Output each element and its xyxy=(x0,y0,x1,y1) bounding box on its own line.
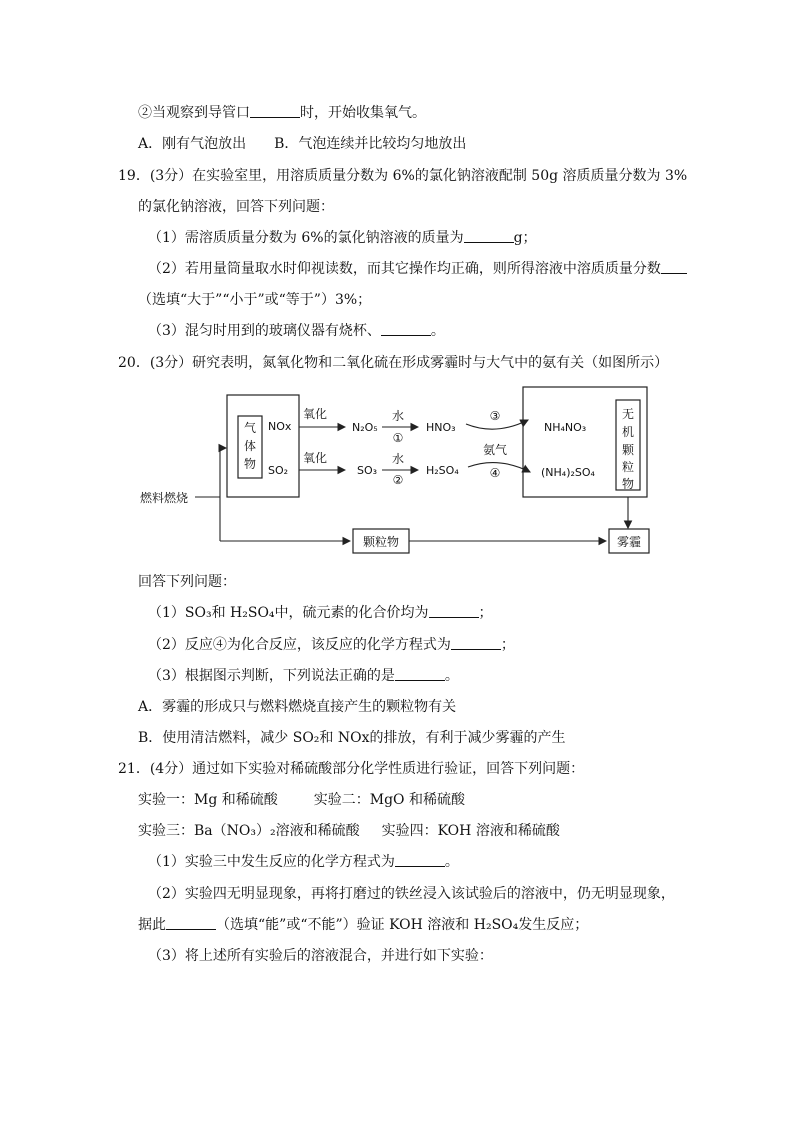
q19-stem-cont: 的氯化钠溶液，回答下列问题： xyxy=(138,199,334,215)
q20-part2: （2）反应④为化合反应，该反应的化学方程式为 ； xyxy=(148,637,515,653)
q20-stem: 20．(3分）研究表明，氮氧化物和二氧化硫在形成雾霾时与大气中的氨有关（如图所示） xyxy=(118,355,669,371)
answer-blank[interactable] xyxy=(451,636,501,650)
answer-blank[interactable] xyxy=(429,604,479,618)
q21-exp3: 实验三：Ba（NO₃）₂溶液和稀硫酸 xyxy=(138,823,360,839)
oxidize-2: 氧化 xyxy=(303,451,328,465)
q19-part1: （1）需溶质质量分数为 6%的氯化钠溶液的质量为 g； xyxy=(148,230,537,246)
ammonia-label: 氨气 xyxy=(482,443,508,457)
q19-part2-cont: （选填“大于”“小于”或“等于”）3%； xyxy=(138,292,372,308)
gas-label-box xyxy=(238,416,262,478)
step-2: ② xyxy=(392,473,404,487)
answer-blank[interactable] xyxy=(381,322,431,336)
so2-label: SO₂ xyxy=(268,464,289,477)
so3-label: SO₃ xyxy=(357,464,378,477)
product-box xyxy=(523,387,647,497)
haze-label: 雾霾 xyxy=(616,535,642,549)
q21-part1: （1）实验三中发生反应的化学方程式为 。 xyxy=(148,854,459,870)
q18-options xyxy=(138,135,466,153)
q20-option-b: B．使用清洁燃料，减少 SO₂和 NOx的排放，有利于减少雾霾的产生 xyxy=(138,730,566,746)
svg-text:无: 无 xyxy=(621,407,635,421)
step-1: ① xyxy=(392,431,404,445)
answer-blank[interactable] xyxy=(464,229,514,243)
nox-label: NOx xyxy=(268,420,292,433)
answer-blank[interactable] xyxy=(250,104,300,118)
q20-part3: （3）根据图示判断，下列说法正确的是 。 xyxy=(148,668,459,684)
step-3: ③ xyxy=(489,409,501,423)
q18-item2: ②当观察到导管口 时，开始收集氧气。 xyxy=(138,105,426,121)
nh4so4-label: (NH₄)₂SO₄ xyxy=(541,466,595,479)
answer-blank[interactable] xyxy=(395,667,445,681)
q18-option-a: A．刚有气泡放出 xyxy=(138,136,247,152)
q20-option-a: A．雾霾的形成只与燃料燃烧直接产生的颗粒物有关 xyxy=(138,699,457,715)
q21-exp-row2 xyxy=(138,822,560,840)
q21-part2-cont: 据此 （选填“能”或“不能”）验证 KOH 溶液和 H₂SO₄发生反应； xyxy=(138,917,589,933)
q21-part3: （3）将上述所有实验后的溶液混合，并进行如下实验： xyxy=(148,948,493,964)
gas-label-1: 气 xyxy=(243,421,257,435)
inorganic-box xyxy=(616,400,640,490)
gas-box xyxy=(227,395,299,497)
answer-blank[interactable] xyxy=(661,260,687,274)
q19-stem: 19．(3分）在实验室里，用溶质质量分数为 6%的氯化钠溶液配制 50g 溶质质量分数为 3% xyxy=(118,168,688,184)
particles-box xyxy=(353,529,409,553)
oxidize-1: 氧化 xyxy=(303,407,328,421)
water-1: 水 xyxy=(391,409,405,423)
q19-part2: （2）若用量筒量取水时仰视读数，而其它操作均正确，则所得溶液中溶质质量分数 xyxy=(148,260,687,278)
n2o5-label: N₂O₅ xyxy=(352,421,378,434)
hno3-label: HNO₃ xyxy=(426,421,456,434)
haze-box xyxy=(609,529,649,553)
gas-label-2: 体 xyxy=(243,439,257,453)
gas-label-3: 物 xyxy=(243,457,257,471)
fuel-label: 燃料燃烧 xyxy=(140,491,189,505)
svg-text:物: 物 xyxy=(621,477,635,491)
answer-blank[interactable] xyxy=(395,853,445,867)
nh4no3-label: NH₄NO₃ xyxy=(544,421,587,434)
water-2: 水 xyxy=(391,452,405,466)
q20-part1: （1）SO₃和 H₂SO₄中，硫元素的化合价均为 ； xyxy=(148,605,493,621)
q20-answer-prompt: 回答下列问题： xyxy=(138,574,236,590)
q21-part2: （2）实验四无明显现象，再将打磨过的铁丝浸入该试验后的溶液中，仍无明显现象， xyxy=(148,886,675,902)
answer-blank[interactable] xyxy=(166,916,216,930)
svg-text:颗: 颗 xyxy=(621,443,635,457)
q21-exp2: 实验二：MgO 和稀硫酸 xyxy=(313,792,465,808)
particles-label: 颗粒物 xyxy=(362,535,400,549)
svg-text:机: 机 xyxy=(621,425,635,439)
q21-stem: 21．(4分）通过如下实验对稀硫酸部分化学性质进行验证，回答下列问题： xyxy=(118,761,585,777)
q21-exp4: 实验四：KOH 溶液和稀硫酸 xyxy=(381,823,560,839)
q18-option-b: B．气泡连续并比较均匀地放出 xyxy=(274,136,467,152)
step-4: ④ xyxy=(489,466,501,480)
q21-exp-row1 xyxy=(138,791,465,809)
h2so4-label: H₂SO₄ xyxy=(426,464,459,477)
q19-part3: （3）混匀时用到的玻璃仪器有烧杯、 。 xyxy=(148,323,445,339)
q21-exp1: 实验一：Mg 和稀硫酸 xyxy=(138,792,278,808)
svg-text:粒: 粒 xyxy=(621,460,635,474)
